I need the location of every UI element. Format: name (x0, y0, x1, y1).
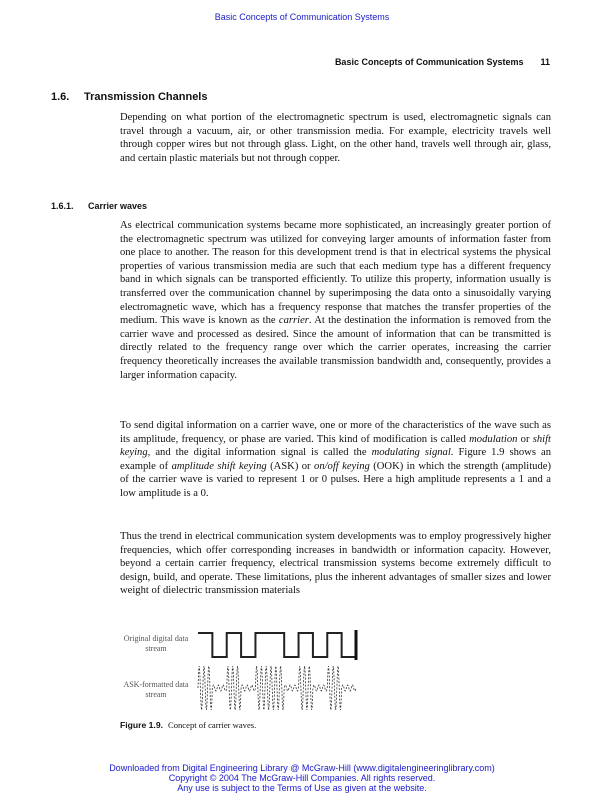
figure-carrier-waves (120, 630, 370, 710)
top-banner: Basic Concepts of Communication Systems (214, 12, 390, 22)
para3-text-f: (OOK) in which the strength (amplitude) of the carrier wave is varied to represent 1 or 0 pulses. Here a high amplitude represents a 1 and a low amplitude is a 0. (120, 460, 551, 499)
para4-text: Thus the trend in electrical communication system developments was to employ progressively higher frequencies, which offer corresponding increases in bandwidth or information capacity. However, beyond a certain carrier frequency, electrical transmission systems become extremely difficult to design, build, and operate. These limitations, plus the inherent advantages of smaller sizes and lower weight of dielectric transmission materials (120, 531, 551, 597)
term-ook: on/off keying (314, 460, 370, 472)
para3-text-c: , and the digital information signal is called the (147, 447, 367, 459)
term-modulation: modulation (469, 433, 518, 445)
para3-text-e: (ASK) or (270, 460, 311, 472)
figure-label-ask: ASK-formatted data stream (123, 680, 189, 699)
footer-line-2: Copyright © 2004 The McGraw-Hill Companies. All rights reserved. (168, 773, 436, 783)
para2-text-a: As electrical communication systems became more sophisticated, an increasingly greater portion of the electromagnetic spectrum was utilized for conveying larger amounts of information faster from one place to another. The reason for this development trend is that in electrical systems the physical properties of various transmission media are such that each medium type has a different frequency band in which signals can be transported efficiently. To utilize this property, information usually is transferred over the communication channel by superimposing the data onto a sinusoidally varying electromagnetic wave, which has a frequency response that matches the transfer properties of the medium. This wave is known as the (120, 220, 551, 327)
running-header-title: Basic Concepts of Communication Systems (334, 57, 524, 67)
term-ask: amplitude shift keying (171, 460, 267, 472)
running-header (335, 57, 550, 67)
section-title: Transmission Channels (84, 91, 208, 103)
figure-caption (120, 720, 256, 730)
para3-text-a: To send digital information on a carrier wave, one or more of the characteristics of the wave such as its amplitude, frequency, or phase are varied. This kind of modification is called (120, 420, 551, 445)
paragraph-trend (120, 530, 551, 598)
figure-diagram (120, 630, 370, 710)
ask-waveform (198, 666, 356, 710)
subsection-number: 1.6.1. (51, 201, 74, 211)
subsection-heading (51, 201, 147, 211)
section-paragraph-text: Depending on what portion of the electromagnetic spectrum is used, electromagnetic signals can travel through a vacuum, air, or other transmission media. For example, electricity travels well through copper wires but not through glass. Light, on the other hand, travels well through air, glass, and certain plastic materials but not through copper. (120, 112, 551, 164)
page-number: 11 (540, 57, 550, 67)
figure-caption-text: Concept of carrier waves. (167, 720, 257, 730)
para2-text-b: . At the destination the information is removed from the carrier wave and processed as desired. Since the amount of information that can be transmitted is directly related to the frequency range over which the carrier operates, increasing the carrier frequency theoretically increases the available transmission bandwidth and, consequently, provides a larger information capacity. (120, 315, 551, 381)
digital-signal-line (198, 633, 356, 657)
figure-label-original: Original digital data stream (123, 634, 189, 653)
digital-data-waveform (198, 630, 356, 660)
section-paragraph (120, 111, 551, 165)
section-number: 1.6. (51, 91, 70, 103)
ask-carrier-line (198, 666, 356, 710)
footer-line-3: Any use is subject to the Terms of Use as given at the website. (177, 783, 427, 793)
paragraph-modulation (120, 419, 551, 501)
term-modulating-signal: modulating signal (371, 447, 451, 459)
footer-line-1[interactable]: Downloaded from Digital Engineering Library @ McGraw-Hill (www.digitalengineeringlibrary.com) (109, 763, 495, 773)
term-shift-keying: shift keying (120, 433, 551, 459)
subsection-title: Carrier waves (88, 201, 148, 211)
paragraph-carrier-intro (120, 219, 551, 382)
footer-notice (0, 763, 604, 793)
section-heading (51, 91, 207, 103)
figure-caption-label: Figure 1.9. (120, 720, 163, 730)
term-carrier: carrier (278, 315, 309, 327)
para3-text-d: . Figure 1.9 shows an example of (120, 447, 551, 472)
para3-text-b: or (520, 433, 530, 445)
